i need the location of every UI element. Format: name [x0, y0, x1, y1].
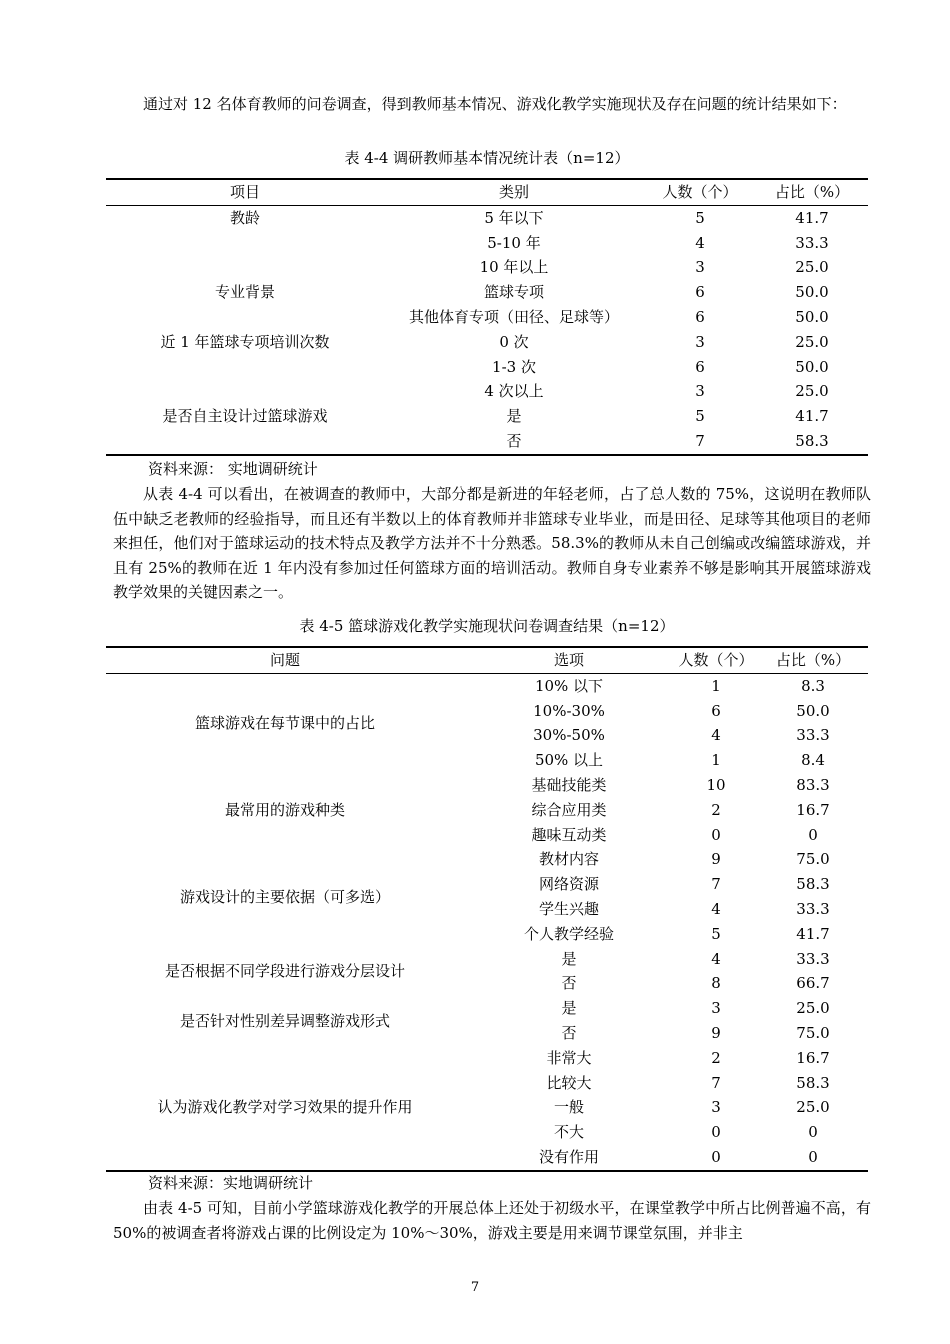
table-row	[106, 1046, 868, 1071]
option-cell: 一般	[553, 1098, 584, 1117]
option-cell: 不大	[553, 1123, 584, 1142]
count-cell: 1	[711, 751, 721, 770]
table-row	[106, 429, 868, 455]
column-header: 占比（%）	[756, 179, 868, 205]
count-cell: 5	[695, 208, 705, 227]
percent-cell: 0	[758, 1145, 868, 1171]
column-header: 占比（%）	[758, 647, 868, 673]
count-cell: 3	[695, 332, 705, 351]
category-cell: 10 年以上	[479, 258, 549, 277]
question-cell: 是否根据不同学段进行游戏分层设计	[164, 961, 405, 980]
percent-cell: 75.0	[796, 850, 830, 869]
intro-paragraph: 通过对 12 名体育教师的问卷调查，得到教师基本情况、游戏化教学实施现状及存在问题的统计结果如下：	[143, 95, 847, 113]
count-cell: 5	[695, 407, 705, 426]
category-cell: 4 次以上	[484, 382, 544, 401]
percent-cell: 58.3	[756, 429, 868, 455]
table-row	[106, 379, 868, 404]
percent-cell: 25.0	[795, 332, 829, 351]
option-cell: 30%-50%	[533, 726, 605, 745]
page-number: 7	[470, 1280, 480, 1295]
table-4-4-source: 资料来源： 实地调研统计	[148, 460, 318, 478]
percent-cell: 8.4	[801, 751, 825, 770]
item-cell	[106, 231, 384, 256]
count-cell: 3	[695, 382, 705, 401]
question-cell: 游戏设计的主要依据（可多选）	[179, 887, 390, 906]
count-cell: 3	[711, 1098, 721, 1117]
column-header: 类别	[384, 179, 644, 205]
count-cell: 3	[711, 999, 721, 1018]
count-cell: 6	[695, 307, 705, 326]
option-cell: 学生兴趣	[538, 899, 599, 918]
percent-cell: 58.3	[796, 875, 830, 894]
count-cell: 7	[711, 875, 721, 894]
question-cell: 篮球游戏在每节课中的占比	[194, 713, 375, 732]
percent-cell: 16.7	[796, 800, 830, 819]
table-row	[106, 673, 868, 698]
table-row	[106, 947, 868, 972]
table-row	[106, 773, 868, 798]
table-row	[106, 205, 868, 230]
percent-cell: 33.3	[796, 949, 830, 968]
option-cell: 否	[561, 974, 577, 993]
gamified-teaching-survey-table	[106, 646, 868, 1172]
count-cell: 0	[711, 825, 721, 844]
category-cell: 其他体育专项（田径、足球等）	[408, 307, 619, 326]
table-4-4-caption: 表 4-4 调研教师基本情况统计表（n=12）	[344, 149, 630, 167]
count-cell: 2	[711, 1048, 721, 1067]
item-cell	[106, 429, 384, 455]
table-4-5-caption: 表 4-5 篮球游戏化教学实施现状问卷调查结果（n=12）	[299, 617, 675, 635]
column-header: 选项	[464, 647, 674, 673]
column-header: 问题	[106, 647, 464, 673]
percent-cell: 41.7	[795, 407, 829, 426]
option-cell: 非常大	[546, 1048, 592, 1067]
percent-cell: 33.3	[796, 726, 830, 745]
count-cell: 6	[695, 357, 705, 376]
table-row	[106, 305, 868, 330]
table-4-4-analysis-paragraph: 从表 4-4 可以看出，在被调查的教师中，大部分都是新进的年轻老师，占了总人数的 75%，这说明在教师队伍中缺乏老教师的经验指导，而且还有半数以上的体育教师并非篮球专业毕业，而是田径、足球等其他项目的老师来担任，他们对于篮球运动的技术特点及教学方法并不十分熟悉。58.3%的教师从未自己创编或改编篮球游戏，并且有 25%的教师在近 1 年内没有参加过任何篮球方面的培训活动。教师自身专业素养不够是影响其开展篮球游戏教学效果的关键因素之一。	[113, 485, 871, 601]
option-cell: 10% 以下	[534, 676, 604, 695]
count-cell: 1	[711, 676, 721, 695]
count-cell: 10	[706, 775, 726, 794]
percent-cell: 25.0	[795, 258, 829, 277]
option-cell: 网络资源	[538, 875, 599, 894]
percent-cell: 50.0	[795, 357, 829, 376]
teacher-basic-info-table	[106, 178, 868, 456]
option-cell: 10%-30%	[533, 701, 605, 720]
percent-cell: 8.3	[801, 676, 825, 695]
table-header-row	[106, 179, 868, 205]
option-cell: 是	[561, 999, 577, 1018]
item-cell	[106, 305, 384, 330]
count-cell: 7	[711, 1073, 721, 1092]
option-cell: 基础技能类	[531, 775, 607, 794]
count-cell: 9	[711, 850, 721, 869]
count-cell: 5	[711, 924, 721, 943]
option-cell: 50% 以上	[534, 751, 604, 770]
column-header: 项目	[106, 179, 384, 205]
count-cell: 7	[644, 429, 756, 455]
percent-cell: 58.3	[796, 1073, 830, 1092]
question-cell: 认为游戏化教学对学习效果的提升作用	[106, 1046, 464, 1171]
column-header: 人数（个）	[644, 179, 756, 205]
table-row	[106, 231, 868, 256]
table-4-5-analysis-paragraph: 由表 4-5 可知，目前小学篮球游戏化教学的开展总体上还处于初级水平，在课堂教学中所占比例普遍不高，有 50%的被调查者将游戏占课的比例设定为 10%～30%，游戏主要是用来调节课堂氛围，并非主	[113, 1199, 871, 1242]
percent-cell: 50.0	[795, 283, 829, 302]
count-cell: 0	[711, 1123, 721, 1142]
category-cell: 5-10 年	[487, 233, 541, 252]
percent-cell: 41.7	[796, 924, 830, 943]
table-row	[106, 280, 868, 305]
option-cell: 没有作用	[464, 1145, 674, 1171]
percent-cell: 16.7	[796, 1048, 830, 1067]
category-cell: 1-3 次	[492, 357, 536, 376]
percent-cell: 50.0	[795, 307, 829, 326]
table-4-5-source: 资料来源：实地调研统计	[148, 1174, 314, 1192]
count-cell: 8	[711, 974, 721, 993]
item-cell	[106, 379, 384, 404]
percent-cell: 0	[808, 1123, 818, 1142]
item-cell	[106, 255, 384, 280]
option-cell: 是	[561, 949, 577, 968]
count-cell: 6	[711, 701, 721, 720]
item-cell	[106, 355, 384, 380]
item-cell: 近 1 年篮球专项培训次数	[160, 332, 330, 351]
option-cell: 教材内容	[538, 850, 599, 869]
percent-cell: 50.0	[796, 701, 830, 720]
table-row	[106, 847, 868, 872]
category-cell: 是	[506, 407, 522, 426]
table-row	[106, 355, 868, 380]
category-cell: 篮球专项	[483, 283, 544, 302]
table-row	[106, 330, 868, 355]
option-cell: 否	[561, 1023, 577, 1042]
option-cell: 个人教学经验	[523, 924, 614, 943]
count-cell: 0	[674, 1145, 758, 1171]
category-cell: 否	[384, 429, 644, 455]
count-cell: 9	[711, 1023, 721, 1042]
count-cell: 4	[711, 949, 721, 968]
table-header-row	[106, 647, 868, 673]
count-cell: 3	[695, 258, 705, 277]
percent-cell: 41.7	[795, 208, 829, 227]
count-cell: 4	[695, 233, 705, 252]
count-cell: 4	[711, 899, 721, 918]
table-row	[106, 404, 868, 429]
question-cell: 是否针对性别差异调整游戏形式	[179, 1011, 390, 1030]
percent-cell: 25.0	[796, 1098, 830, 1117]
percent-cell: 25.0	[795, 382, 829, 401]
count-cell: 2	[711, 800, 721, 819]
item-cell: 专业背景	[214, 283, 275, 302]
item-cell: 是否自主设计过篮球游戏	[162, 407, 328, 426]
table-row	[106, 996, 868, 1021]
table-row	[106, 255, 868, 280]
column-header: 人数（个）	[674, 647, 758, 673]
option-cell: 趣味互动类	[531, 825, 607, 844]
percent-cell: 33.3	[795, 233, 829, 252]
question-cell: 最常用的游戏种类	[224, 800, 345, 819]
category-cell: 5 年以下	[484, 208, 544, 227]
percent-cell: 66.7	[796, 974, 830, 993]
item-cell: 教龄	[229, 208, 260, 227]
option-cell: 综合应用类	[531, 800, 607, 819]
count-cell: 4	[711, 726, 721, 745]
percent-cell: 75.0	[796, 1023, 830, 1042]
percent-cell: 25.0	[796, 999, 830, 1018]
percent-cell: 33.3	[796, 899, 830, 918]
option-cell: 比较大	[546, 1073, 592, 1092]
category-cell: 0 次	[499, 332, 529, 351]
count-cell: 6	[695, 283, 705, 302]
percent-cell: 0	[808, 825, 818, 844]
percent-cell: 83.3	[796, 775, 830, 794]
